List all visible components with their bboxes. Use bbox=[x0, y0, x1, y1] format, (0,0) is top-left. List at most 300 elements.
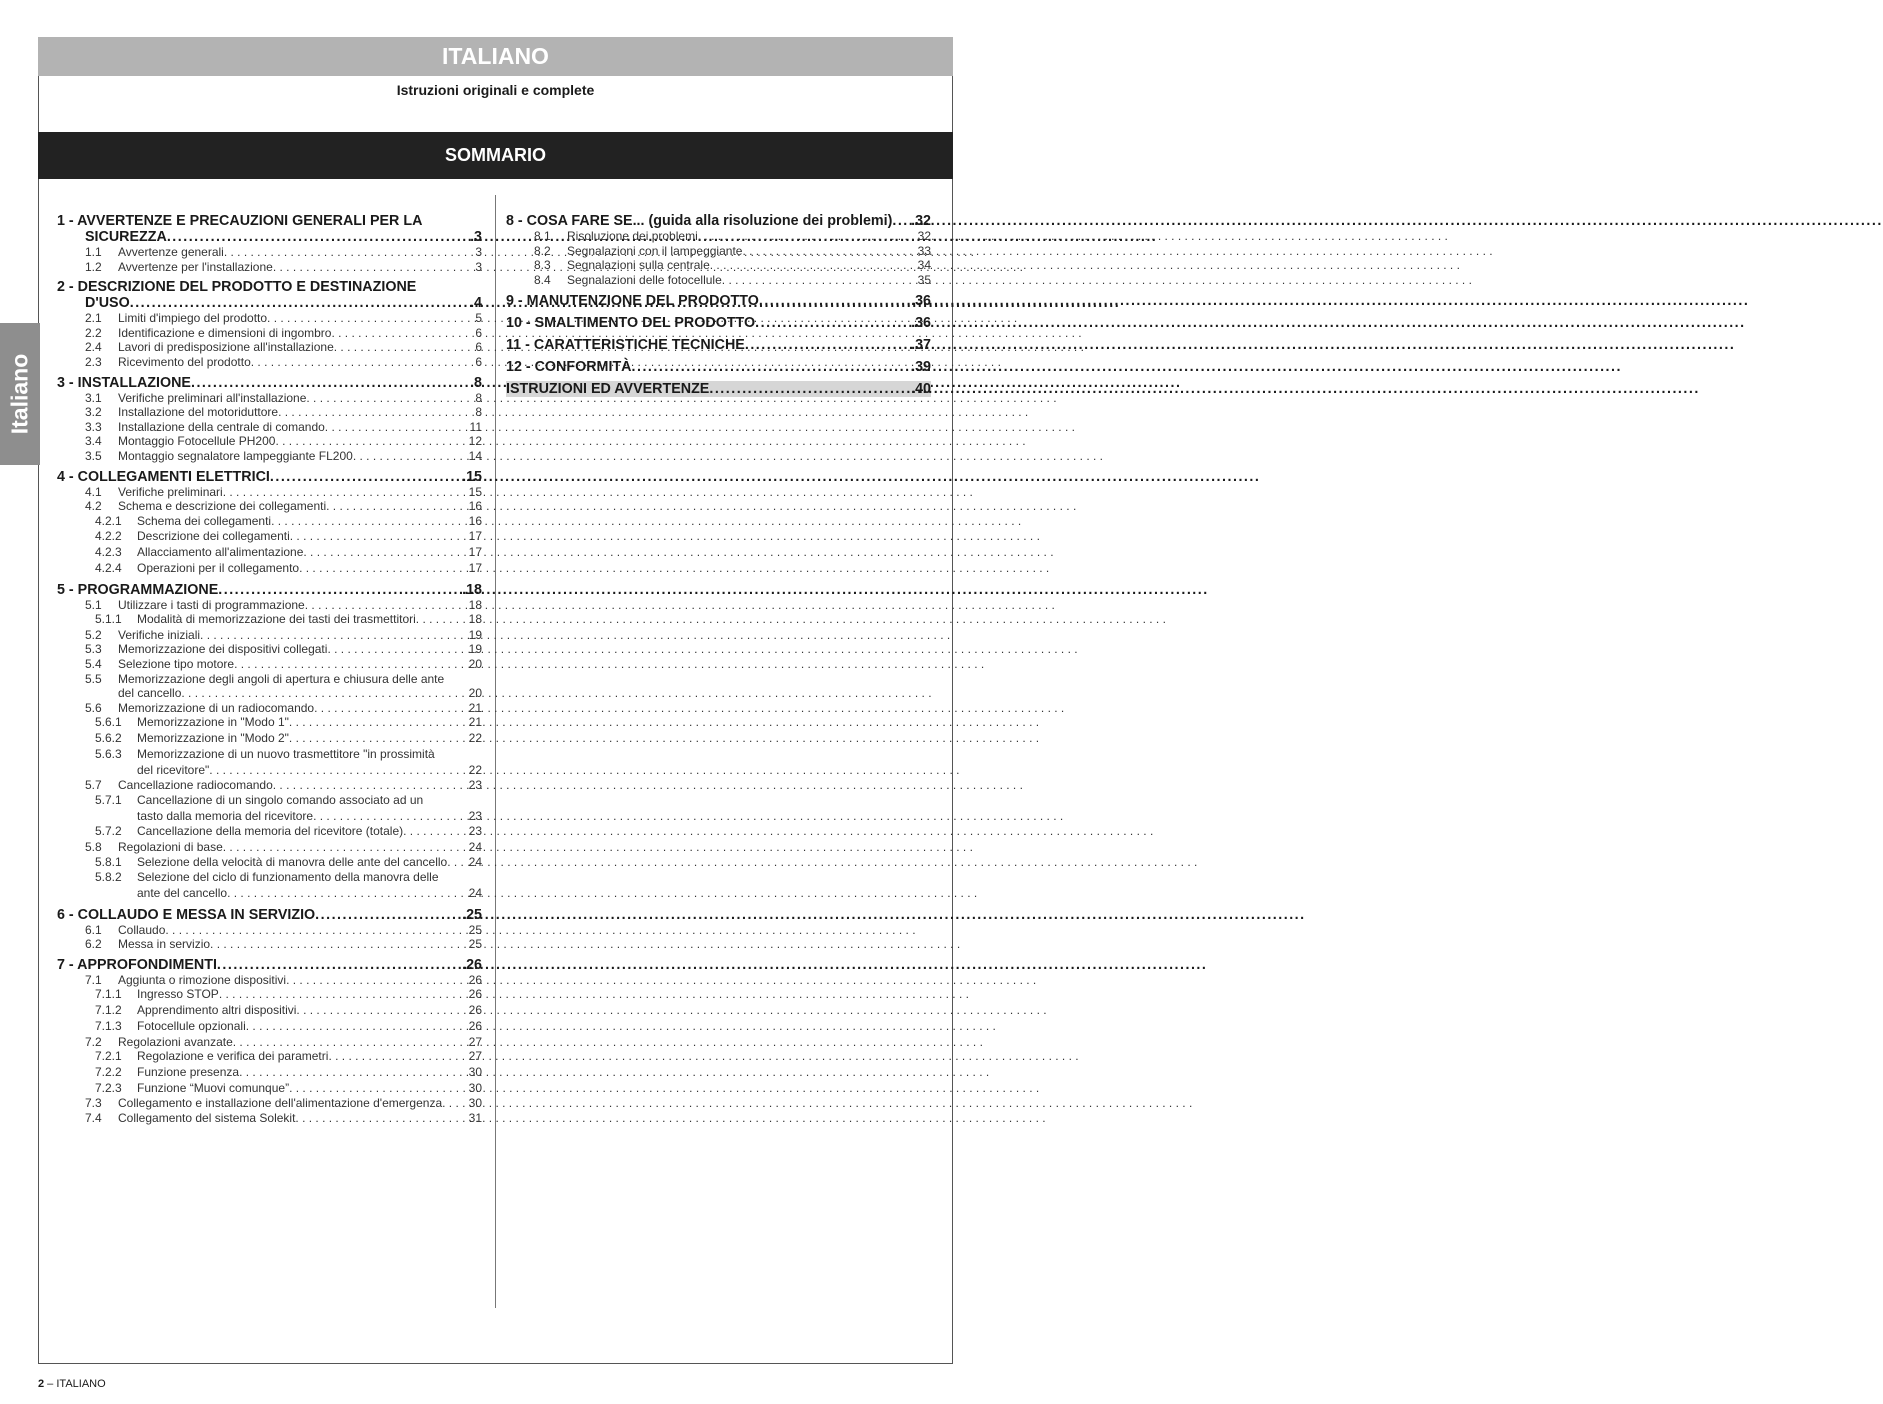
toc-entry-number: 4.2.4 bbox=[95, 560, 122, 575]
toc-leader-dots bbox=[313, 809, 469, 825]
toc-entry-label: Installazione del motoriduttore bbox=[118, 405, 279, 420]
toc-entry-number: 8.4 bbox=[534, 272, 551, 287]
toc-leader-dots bbox=[306, 391, 475, 406]
toc-entry[interactable] bbox=[57, 1049, 482, 1065]
toc-entry-number: 5.7 bbox=[85, 778, 102, 793]
toc-entry-label: Verifiche preliminari bbox=[118, 484, 223, 499]
toc-entry[interactable] bbox=[506, 293, 931, 309]
toc-leader-dots bbox=[328, 1049, 468, 1065]
toc-page-number: 30 bbox=[468, 1096, 482, 1111]
toc-leader-dots bbox=[200, 628, 469, 643]
toc-entry-label: 2 - DESCRIZIONE DEL PRODOTTO E DESTINAZIONE bbox=[57, 279, 417, 296]
toc-entry[interactable] bbox=[57, 311, 482, 326]
toc-entry[interactable] bbox=[57, 1035, 482, 1050]
toc-entry-number: 5.6 bbox=[85, 700, 102, 715]
toc-entry[interactable] bbox=[57, 598, 482, 613]
toc-leader-dots bbox=[289, 715, 469, 731]
toc-entry-label: Funzione “Muovi comunque” bbox=[137, 1080, 290, 1095]
toc-page-number: 20 bbox=[468, 657, 482, 672]
toc-leader-dots bbox=[442, 1096, 469, 1111]
toc-leader-dots bbox=[709, 381, 911, 397]
toc-entry-number: 3.3 bbox=[85, 419, 102, 434]
toc-entry[interactable] bbox=[57, 855, 482, 871]
toc-entry[interactable] bbox=[57, 499, 482, 514]
toc-entry[interactable] bbox=[57, 886, 482, 902]
toc-leader-dots bbox=[325, 420, 470, 435]
toc-leader-dots bbox=[334, 340, 476, 355]
toc-entry-label: Limiti d'impiego del prodotto bbox=[118, 311, 268, 326]
toc-page-number: 15 bbox=[468, 484, 482, 499]
toc-page-number: . 18 bbox=[462, 582, 482, 598]
toc-entry-label: Selezione del ciclo di funzionamento della manovra delle bbox=[137, 870, 439, 885]
toc-entry[interactable] bbox=[506, 273, 931, 288]
toc-entry-label: 8 - COSA FARE SE... (guida alla risoluzione dei problemi) bbox=[506, 213, 893, 229]
toc-entry-label: D'USO bbox=[85, 295, 130, 312]
toc-entry[interactable] bbox=[506, 258, 931, 273]
toc-leader-dots bbox=[234, 657, 469, 672]
toc-entry[interactable] bbox=[57, 1003, 482, 1019]
toc-leader-dots bbox=[239, 1065, 469, 1081]
toc-entry-label: Memorizzazione di un nuovo trasmettitore "in prossimità bbox=[137, 746, 435, 761]
toc-entry-number: 4.2.1 bbox=[95, 513, 122, 528]
toc-entry-number: 3.5 bbox=[85, 448, 102, 463]
toc-entry-label: Installazione della centrale di comando bbox=[118, 419, 325, 434]
toc-entry[interactable] bbox=[57, 715, 482, 731]
toc-page-number: 19 bbox=[468, 627, 482, 642]
toc-entry-label: Messa in servizio bbox=[118, 937, 211, 952]
toc-entry-number: 5.2 bbox=[85, 627, 102, 642]
toc-page-number: 17 bbox=[468, 545, 482, 560]
toc-entry-label: Montaggio Fotocellule PH200 bbox=[118, 434, 276, 449]
toc-page-number: 16 bbox=[468, 513, 482, 528]
toc-page-number: 11 bbox=[469, 419, 482, 434]
toc-entry-number: 5.8.1 bbox=[95, 854, 122, 869]
toc-entry-number: 5.6.1 bbox=[95, 715, 122, 730]
toc-entry[interactable] bbox=[506, 244, 931, 259]
toc-entry[interactable] bbox=[57, 260, 482, 275]
toc-entry-label: Avvertenze generali bbox=[118, 245, 224, 259]
toc-page-number: 26 bbox=[468, 1003, 482, 1018]
toc-page-number: 18 bbox=[468, 612, 482, 627]
toc-leader-dots bbox=[223, 485, 469, 500]
toc-entry-label: 12 - CONFORMITÀ bbox=[506, 359, 632, 376]
toc-leader-dots bbox=[289, 731, 469, 747]
toc-leader-dots bbox=[233, 1035, 469, 1050]
toc-page-number: . 39 bbox=[911, 359, 931, 375]
toc-entry-number: 5.3 bbox=[85, 642, 102, 657]
toc-entry[interactable] bbox=[57, 824, 482, 840]
toc-entry-label: ISTRUZIONI ED AVVERTENZE bbox=[506, 381, 710, 398]
toc-entry[interactable] bbox=[57, 545, 482, 561]
toc-entry[interactable] bbox=[57, 326, 482, 341]
toc-leader-dots bbox=[227, 886, 469, 902]
toc-leader-dots bbox=[270, 469, 462, 485]
toc-entry[interactable] bbox=[57, 778, 482, 793]
toc-page-number: 30 bbox=[468, 1080, 482, 1095]
toc-entry-number: 5.8.2 bbox=[95, 870, 122, 885]
toc-leader-dots bbox=[273, 260, 475, 275]
toc-entry-label: Identificazione e dimensioni di ingombro bbox=[118, 325, 332, 340]
toc-entry-label: Regolazione e verifica dei parametri bbox=[137, 1049, 329, 1064]
toc-entry-label: Segnalazioni con il lampeggiante bbox=[567, 243, 743, 258]
toc-entry-label: Allacciamento all'alimentazione bbox=[137, 545, 304, 560]
toc-page-number: . 32 bbox=[911, 213, 931, 229]
toc-entry-number: 1.1 bbox=[85, 245, 102, 259]
toc-entry-number: 7.1.2 bbox=[95, 1003, 122, 1018]
toc-entry-label: Operazioni per il collegamento bbox=[137, 560, 300, 575]
toc-left-column bbox=[57, 213, 482, 1125]
toc-entry-number: 7.1 bbox=[85, 972, 102, 987]
toc-entry-label: Cancellazione di un singolo comando associato ad un bbox=[137, 792, 424, 807]
toc-entry-label: SICUREZZA bbox=[85, 229, 167, 245]
toc-entry-number: 4.1 bbox=[85, 484, 102, 499]
toc-entry-number: 5.7.1 bbox=[95, 792, 122, 807]
toc-entry-label: 4 - COLLEGAMENTI ELETTRICI bbox=[57, 468, 270, 485]
toc-entry-label: Descrizione dei collegamenti bbox=[137, 529, 290, 544]
toc-page-number: . 3 bbox=[470, 229, 482, 245]
toc-entry-label: Schema dei collegamenti bbox=[137, 513, 272, 528]
toc-entry-label: Avvertenze per l'installazione bbox=[118, 259, 273, 274]
toc-entry[interactable] bbox=[57, 657, 482, 672]
toc-entry[interactable] bbox=[506, 315, 931, 331]
toc-entry-label: 1 - AVVERTENZE E PRECAUZIONI GENERALI PER LA bbox=[57, 213, 423, 229]
toc-entry[interactable] bbox=[57, 375, 482, 391]
toc-entry[interactable] bbox=[506, 381, 931, 397]
toc-entry-label: Utilizzare i tasti di programmazione bbox=[118, 597, 305, 612]
toc-entry-number: 6.1 bbox=[85, 922, 102, 937]
toc-entry-label: Fotocellule opzionali bbox=[137, 1018, 246, 1033]
toc-entry-number: 3.1 bbox=[85, 390, 102, 405]
toc-entry-number: 5.8 bbox=[85, 839, 102, 854]
toc-entry[interactable] bbox=[57, 1096, 482, 1111]
toc-entry[interactable] bbox=[57, 840, 482, 855]
toc-leader-dots bbox=[722, 273, 918, 288]
toc-page-number: 23 bbox=[468, 824, 482, 839]
language-header: ITALIANO bbox=[38, 37, 953, 76]
toc-leader-dots bbox=[130, 295, 470, 311]
toc-page-number: . 15 bbox=[462, 469, 482, 485]
toc-page-number: 17 bbox=[468, 529, 482, 544]
toc-leader-dots bbox=[698, 229, 918, 244]
toc-entry-number: 2.1 bbox=[85, 311, 102, 326]
toc-entry[interactable] bbox=[57, 907, 482, 923]
toc-entry-label: Collegamento e installazione dell'alimentazione d'emergenza bbox=[118, 1096, 443, 1111]
toc-leader-dots bbox=[218, 582, 462, 598]
toc-entry-number: 7.2 bbox=[85, 1034, 102, 1049]
toc-page-number: 25 bbox=[468, 937, 482, 952]
footer-language: ITALIANO bbox=[56, 1378, 106, 1390]
toc-leader-dots bbox=[755, 315, 911, 331]
toc-leader-dots bbox=[165, 923, 468, 938]
toc-leader-dots bbox=[632, 359, 912, 375]
toc-entry-label: Ingresso STOP bbox=[137, 987, 219, 1002]
toc-page-number: 26 bbox=[468, 972, 482, 987]
toc-entry[interactable] bbox=[57, 469, 482, 485]
toc-page-number: 26 bbox=[468, 987, 482, 1002]
toc-entry-label: Collaudo bbox=[118, 922, 166, 937]
footer-page-number: 2 bbox=[38, 1378, 45, 1390]
toc-entry[interactable] bbox=[57, 701, 482, 716]
toc-entry-label: Regolazioni di base bbox=[118, 839, 223, 854]
toc-entry-label: Collegamento del sistema Solekit bbox=[118, 1110, 296, 1125]
toc-page-number: 8 bbox=[475, 390, 482, 405]
toc-page-number: 30 bbox=[468, 1064, 482, 1079]
toc-page-number: . 36 bbox=[911, 293, 931, 309]
toc-entry[interactable] bbox=[57, 1111, 482, 1126]
toc-leader-dots bbox=[353, 449, 469, 464]
toc-entry-label: Apprendimento altri dispositivi bbox=[137, 1003, 297, 1018]
toc-entry-label: Verifiche iniziali bbox=[118, 627, 201, 642]
toc-leader-dots bbox=[191, 375, 470, 391]
toc-leader-dots bbox=[224, 245, 475, 260]
toc-leader-dots bbox=[742, 244, 917, 259]
toc-entry-label: Selezione della velocità di manovra delle ante del cancello bbox=[137, 854, 448, 869]
toc-leader-dots bbox=[278, 405, 475, 420]
toc-leader-dots bbox=[273, 778, 469, 793]
toc-entry-label: Memorizzazione dei dispositivi collegati bbox=[118, 642, 328, 657]
toc-entry[interactable] bbox=[57, 449, 482, 464]
toc-page-number: 3 bbox=[475, 259, 482, 274]
toc-page-number: . 40 bbox=[911, 381, 931, 397]
toc-leader-dots bbox=[314, 701, 469, 716]
toc-leader-dots bbox=[210, 937, 469, 952]
toc-leader-dots bbox=[296, 1003, 468, 1019]
toc-page-number: 31 bbox=[468, 1110, 482, 1125]
toc-page-number: 14 bbox=[468, 448, 482, 463]
toc-page-number: 25 bbox=[468, 922, 482, 937]
toc-entry[interactable] bbox=[57, 731, 482, 747]
toc-entry-label: Regolazioni avanzate bbox=[118, 1034, 233, 1049]
toc-entry[interactable] bbox=[506, 337, 931, 353]
toc-entry-label: Ricevimento del prodotto bbox=[118, 354, 251, 369]
toc-entry-label: Memorizzazione in "Modo 2" bbox=[137, 731, 289, 746]
toc-entry-label: Memorizzazione degli angoli di apertura e chiusura delle ante bbox=[118, 671, 445, 686]
toc-entry[interactable] bbox=[57, 937, 482, 952]
toc-page-number: 27 bbox=[468, 1049, 482, 1064]
toc-entry[interactable] bbox=[57, 973, 482, 988]
toc-page-number: . 26 bbox=[462, 957, 482, 973]
toc-entry-number: 2.3 bbox=[85, 354, 102, 369]
toc-right-column bbox=[506, 213, 931, 397]
toc-leader-dots bbox=[167, 229, 470, 245]
toc-entry-label: 11 - CARATTERISTICHE TECNICHE bbox=[506, 337, 745, 354]
toc-entry[interactable] bbox=[57, 561, 482, 577]
summary-title: SOMMARIO bbox=[38, 132, 953, 179]
toc-entry[interactable] bbox=[57, 923, 482, 938]
toc-page-number: 33 bbox=[917, 243, 931, 258]
toc-page-number: 26 bbox=[468, 1018, 482, 1033]
toc-entry-number: 2.4 bbox=[85, 340, 102, 355]
toc-page-number: 22 bbox=[468, 731, 482, 746]
toc-entry-label: del ricevitore" bbox=[137, 762, 210, 777]
toc-entry-number: 5.5 bbox=[85, 671, 102, 686]
toc-entry-label: ante del cancello bbox=[137, 885, 228, 900]
toc-entry-first-line bbox=[57, 672, 482, 687]
toc-page-number: . 37 bbox=[911, 337, 931, 353]
toc-page-number: 19 bbox=[468, 642, 482, 657]
toc-page-number: 6 bbox=[475, 325, 482, 340]
toc-page-number: 34 bbox=[917, 258, 931, 273]
toc-page-number: 24 bbox=[468, 885, 482, 900]
toc-entry[interactable] bbox=[57, 763, 482, 779]
toc-entry-label: 5 - PROGRAMMAZIONE bbox=[57, 581, 219, 598]
toc-entry-label: Cancellazione della memoria del ricevitore (totale) bbox=[137, 824, 404, 839]
toc-entry-label: 7 - APPROFONDIMENTI bbox=[57, 956, 217, 973]
toc-entry[interactable] bbox=[57, 1019, 482, 1035]
footer-separator: – bbox=[44, 1378, 57, 1390]
toc-entry[interactable] bbox=[57, 514, 482, 530]
toc-page-number: 16 bbox=[468, 499, 482, 514]
toc-leader-dots bbox=[271, 514, 469, 530]
toc-page-number: . 4 bbox=[470, 295, 482, 311]
toc-leader-dots bbox=[246, 1019, 469, 1035]
toc-entry-number: 7.2.2 bbox=[95, 1064, 122, 1079]
toc-page-number: . 8 bbox=[470, 375, 482, 391]
toc-leader-dots bbox=[289, 1081, 469, 1097]
toc-leader-dots bbox=[181, 686, 468, 701]
toc-entry[interactable] bbox=[57, 529, 482, 545]
toc-entry-number: 7.3 bbox=[85, 1096, 102, 1111]
toc-entry-number: 7.1.1 bbox=[95, 987, 122, 1002]
toc-leader-dots bbox=[299, 561, 469, 577]
toc-page-number: . 36 bbox=[911, 315, 931, 331]
toc-entry[interactable] bbox=[506, 359, 931, 375]
toc-entry[interactable] bbox=[57, 485, 482, 500]
toc-leader-dots bbox=[710, 258, 918, 273]
toc-leader-dots bbox=[209, 763, 468, 779]
toc-entry-number: 5.4 bbox=[85, 657, 102, 672]
toc-entry-label: Memorizzazione di un radiocomando bbox=[118, 700, 315, 715]
toc-page-number: 17 bbox=[468, 560, 482, 575]
toc-entry[interactable] bbox=[57, 405, 482, 420]
toc-entry-label: Schema e descrizione dei collegamenti bbox=[118, 499, 327, 514]
toc-leader-dots bbox=[416, 612, 469, 628]
toc-entry-first-line bbox=[57, 747, 482, 763]
toc-entry[interactable] bbox=[57, 628, 482, 643]
toc-entry-number: 8.2 bbox=[534, 243, 551, 258]
toc-entry-number: 2.2 bbox=[85, 325, 102, 340]
toc-leader-dots bbox=[223, 840, 469, 855]
toc-entry[interactable] bbox=[57, 642, 482, 657]
toc-entry-first-line bbox=[57, 279, 482, 295]
toc-leader-dots bbox=[267, 311, 475, 326]
toc-page-number: 6 bbox=[475, 354, 482, 369]
toc-entry-number: 4.2.3 bbox=[95, 545, 122, 560]
toc-entry[interactable] bbox=[57, 355, 482, 370]
toc-entry-label: Montaggio segnalatore lampeggiante FL200 bbox=[118, 448, 353, 463]
toc-entry-label: Segnalazioni sulla centrale bbox=[567, 258, 710, 273]
toc-leader-dots bbox=[745, 337, 911, 353]
toc-entry-number: 4.2.2 bbox=[95, 529, 122, 544]
toc-entry-number: 1.2 bbox=[85, 259, 102, 274]
toc-entry-label: 10 - SMALTIMENTO DEL PRODOTTO bbox=[506, 315, 756, 332]
toc-leader-dots bbox=[275, 434, 468, 449]
toc-leader-dots bbox=[447, 855, 468, 871]
toc-leader-dots bbox=[403, 824, 469, 840]
toc-entry-label: Aggiunta o rimozione dispositivi bbox=[118, 972, 287, 987]
toc-page-number: 22 bbox=[468, 762, 482, 777]
toc-entry[interactable] bbox=[57, 582, 482, 598]
toc-entry-label: Funzione presenza bbox=[137, 1064, 240, 1079]
toc-page-number: 24 bbox=[468, 854, 482, 869]
toc-entry[interactable] bbox=[57, 987, 482, 1003]
toc-page-number: 32 bbox=[917, 229, 931, 243]
toc-page-number: 20 bbox=[468, 686, 482, 701]
toc-entry-number: 7.4 bbox=[85, 1110, 102, 1125]
toc-entry-label: 6 - COLLAUDO E MESSA IN SERVIZIO bbox=[57, 906, 316, 923]
toc-entry[interactable] bbox=[506, 229, 931, 244]
toc-page-number: 23 bbox=[468, 808, 482, 823]
toc-page-number: 5 bbox=[475, 311, 482, 326]
toc-entry-first-line bbox=[57, 793, 482, 809]
toc-entry[interactable] bbox=[57, 1065, 482, 1081]
toc-entry-first-line bbox=[57, 213, 482, 229]
toc-entry-number: 7.2.3 bbox=[95, 1080, 122, 1095]
toc-entry[interactable] bbox=[57, 809, 482, 825]
toc-leader-dots bbox=[290, 529, 469, 545]
toc-entry[interactable] bbox=[57, 229, 482, 245]
toc-entry[interactable] bbox=[57, 686, 482, 701]
toc-entry-number: 5.1 bbox=[85, 597, 102, 612]
toc-entry-number: 7.2.1 bbox=[95, 1049, 122, 1064]
toc-entry-number: 5.6.2 bbox=[95, 731, 122, 746]
toc-entry-first-line bbox=[57, 870, 482, 886]
toc-page-number: 3 bbox=[475, 245, 482, 259]
toc-entry-number: 3.4 bbox=[85, 434, 102, 449]
toc-leader-dots bbox=[759, 293, 911, 309]
toc-entry-label: Risoluzione dei problemi bbox=[567, 229, 698, 243]
toc-entry[interactable] bbox=[57, 245, 482, 260]
toc-leader-dots bbox=[315, 907, 462, 923]
toc-entry-number: 5.6.3 bbox=[95, 746, 122, 761]
toc-entry-label: Modalità di memorizzazione dei tasti dei trasmettitori bbox=[137, 612, 416, 627]
toc-entry-number: 6.2 bbox=[85, 937, 102, 952]
toc-leader-dots bbox=[326, 499, 469, 514]
toc-leader-dots bbox=[305, 598, 469, 613]
toc-entry-label: del cancello bbox=[118, 686, 182, 701]
toc-entry-label: Cancellazione radiocomando bbox=[118, 778, 273, 793]
document-subtitle: Istruzioni originali e complete bbox=[396, 82, 595, 98]
toc-entry-number: 4.2 bbox=[85, 499, 102, 514]
toc-entry-number: 5.1.1 bbox=[95, 612, 122, 627]
toc-leader-dots bbox=[327, 642, 468, 657]
toc-entry-number: 5.7.2 bbox=[95, 824, 122, 839]
toc-entry[interactable] bbox=[57, 957, 482, 973]
side-tab-label: Italiano bbox=[6, 353, 33, 435]
toc-entry-label: Selezione tipo motore bbox=[118, 657, 235, 672]
toc-entry-label: Lavori di predisposizione all'installazione bbox=[118, 340, 334, 355]
toc-leader-dots bbox=[251, 355, 476, 370]
toc-entry-label: Verifiche preliminari all'installazione bbox=[118, 390, 307, 405]
toc-entry[interactable] bbox=[57, 1081, 482, 1097]
toc-leader-dots bbox=[295, 1111, 468, 1126]
toc-entry-label: 9 - MANUTENZIONE DEL PRODOTTO bbox=[506, 293, 759, 310]
toc-entry-number: 7.1.3 bbox=[95, 1018, 122, 1033]
toc-page-number: 18 bbox=[468, 597, 482, 612]
toc-entry[interactable] bbox=[57, 391, 482, 406]
toc-entry[interactable] bbox=[57, 420, 482, 435]
toc-entry-number: 8.1 bbox=[534, 229, 551, 243]
toc-entry[interactable] bbox=[506, 213, 931, 229]
toc-page-number: 6 bbox=[475, 340, 482, 355]
toc-entry[interactable] bbox=[57, 295, 482, 311]
toc-page-number: 12 bbox=[468, 434, 482, 449]
toc-entry[interactable] bbox=[57, 340, 482, 355]
toc-entry[interactable] bbox=[57, 612, 482, 628]
toc-entry[interactable] bbox=[57, 434, 482, 449]
toc-page-number: 21 bbox=[468, 715, 482, 730]
toc-entry-number: 3.2 bbox=[85, 405, 102, 420]
